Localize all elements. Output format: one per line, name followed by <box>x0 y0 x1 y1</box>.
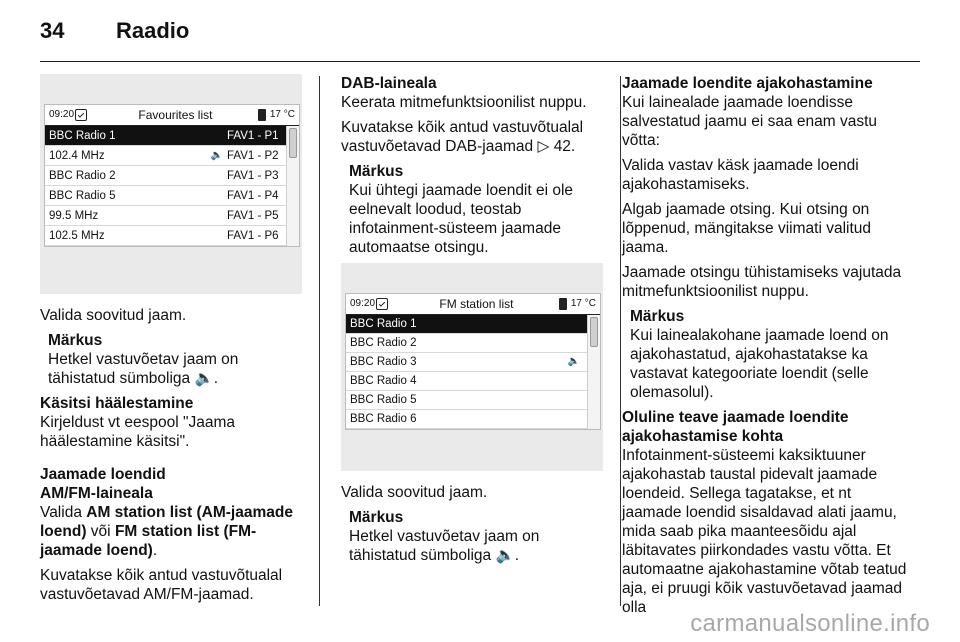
list-item[interactable]: 102.4 MHz 🔈 FAV1 - P2 <box>45 146 286 166</box>
clock-time: 09:20 <box>49 109 75 120</box>
column-divider <box>319 76 320 606</box>
paragraph: Kuvatakse kõik antud vastuvõtualal vastuvõetavad AM/FM-jaamad. <box>40 567 283 603</box>
paragraph: Kirjeldust vt eespool "Jaama häälestamine käsitsi". <box>40 414 236 450</box>
paragraph: Valida vastav käsk jaamade loendi ajakohastamiseks. <box>622 157 859 193</box>
clock-time: 09:20 <box>350 298 376 309</box>
list-item[interactable]: BBC Radio 2 FAV1 - P3 <box>45 166 286 186</box>
list-item[interactable]: BBC Radio 5 <box>346 391 587 410</box>
clock-icon <box>376 298 388 310</box>
paragraph: Algab jaamade otsing. Kui otsing on lõppenud, mängitakse viimati valitud jaama. <box>622 201 871 256</box>
list-item[interactable]: BBC Radio 4 <box>346 372 587 391</box>
page-header <box>40 18 189 44</box>
paragraph: Valida soovitud jaam. <box>341 484 488 501</box>
scrollbar-thumb[interactable] <box>590 317 598 347</box>
section-heading: Jaamade loendite ajakohastamine <box>622 75 873 92</box>
page-reference[interactable]: 42. <box>553 138 576 155</box>
fm-station-list <box>346 315 600 429</box>
fm-station-screen <box>345 293 601 430</box>
speaker-icon: 🔈 <box>194 370 214 387</box>
watermark: carmanualsonline.info <box>690 610 930 637</box>
speaker-icon: 🔈 <box>210 149 224 161</box>
phone-icon <box>559 298 567 310</box>
temperature: 17 °C <box>570 298 596 309</box>
scrollbar[interactable] <box>286 126 299 246</box>
note: Märkus Hetkel vastuvõetav jaam on tähistatud sümboliga 🔈. <box>40 331 302 388</box>
note-text: Kui ühtegi jaamade loendit ei ole eelnevalt loodud, teostab infotainment-süsteem jaamade automaatse otsingu. <box>349 182 574 256</box>
phone-icon <box>258 109 266 121</box>
fm-station-screen-figure <box>341 263 603 471</box>
favourites-screen <box>44 104 300 247</box>
column-1 <box>40 74 302 610</box>
section-heading: Oluline teave jaamade loendite ajakohastamise kohta <box>622 409 849 445</box>
list-item[interactable]: BBC Radio 6 <box>346 410 587 429</box>
note-title: Märkus <box>349 509 404 526</box>
note-title: Märkus <box>630 308 685 325</box>
status-bar <box>346 294 600 315</box>
list-item[interactable]: BBC Radio 5 FAV1 - P4 <box>45 186 286 206</box>
scrollbar[interactable] <box>587 315 600 429</box>
page-reference-arrow-icon: ▷ <box>537 138 550 155</box>
note <box>622 307 907 402</box>
list-item[interactable]: 99.5 MHz FAV1 - P5 <box>45 206 286 226</box>
section-heading: Jaamade loendid <box>40 466 166 483</box>
section-heading: Käsitsi häälestamine <box>40 395 194 412</box>
speaker-icon: 🔈 <box>495 547 515 564</box>
column-3 <box>622 74 907 623</box>
note: Märkus Hetkel vastuvõetav jaam on tähistatud sümboliga 🔈. <box>341 508 603 565</box>
page-title: Raadio <box>116 18 190 43</box>
column-2 <box>341 74 603 571</box>
screen-title: Favourites list <box>138 108 213 122</box>
paragraph: Valida AM station list (AM-jaamade loend) või FM station list (FM-jaamade loend). <box>40 504 293 559</box>
note <box>341 162 603 257</box>
note-text: Hetkel vastuvõetav jaam on tähistatud sümboliga <box>48 351 239 387</box>
screen-title: FM station list <box>439 297 514 311</box>
list-item[interactable]: BBC Radio 1 FAV1 - P1 <box>45 126 286 146</box>
list-item[interactable]: BBC Radio 3 🔈 <box>346 353 587 372</box>
list-item[interactable]: BBC Radio 2 <box>346 334 587 353</box>
paragraph: Keerata mitmefunktsioonilist nuppu. <box>341 94 587 111</box>
paragraph: Infotainment-süsteemi kaksiktuuner ajakohastab taustal pidevalt jaamade loendeid. Sellega tagatakse, et nt jaamade loendid sisaldavad alati jaamu, mida saab pika maanteesõidu ajal läbitavates piirkondades vastu võtta. Et automaatne ajakohastamine võtab teatud aja, ei pruugi kõik vastuvõetavad jaamad olla <box>622 447 907 616</box>
paragraph: Valida soovitud jaam. <box>40 307 187 324</box>
note-title: Märkus <box>349 163 404 180</box>
clock-icon <box>75 109 87 121</box>
temperature: 17 °C <box>269 109 295 120</box>
column-divider <box>620 76 621 606</box>
scrollbar-thumb[interactable] <box>289 128 297 158</box>
paragraph: Kui lainealade jaamade loendisse salvestatud jaamu ei saa enam vastu võtta: <box>622 94 878 149</box>
speaker-icon: 🔈 <box>567 356 581 367</box>
note-text: Kui lainealakohane jaamade loend on ajakohastatud, ajakohastatakse ka vastavat kategooriate loendit (selle olemasolul). <box>630 327 889 401</box>
list-item[interactable]: 102.5 MHz FAV1 - P6 <box>45 226 286 246</box>
header-rule <box>40 61 920 62</box>
favourites-list <box>45 126 299 246</box>
page-number: 34 <box>40 18 65 43</box>
list-item[interactable]: BBC Radio 1 <box>346 315 587 334</box>
note-text: Hetkel vastuvõetav jaam on tähistatud sümboliga <box>349 528 540 564</box>
favourites-screen-figure <box>40 74 302 294</box>
subsection-heading: AM/FM-laineala <box>40 485 153 502</box>
paragraph: Jaamade otsingu tühistamiseks vajutada mitmefunktsioonilist nuppu. <box>622 264 902 300</box>
paragraph: Kuvatakse kõik antud vastuvõtualal vastuvõetavad DAB-jaamad ▷ 42. <box>341 119 584 155</box>
section-heading: DAB-laineala <box>341 75 437 92</box>
note-title: Märkus <box>48 332 103 349</box>
status-bar <box>45 105 299 126</box>
